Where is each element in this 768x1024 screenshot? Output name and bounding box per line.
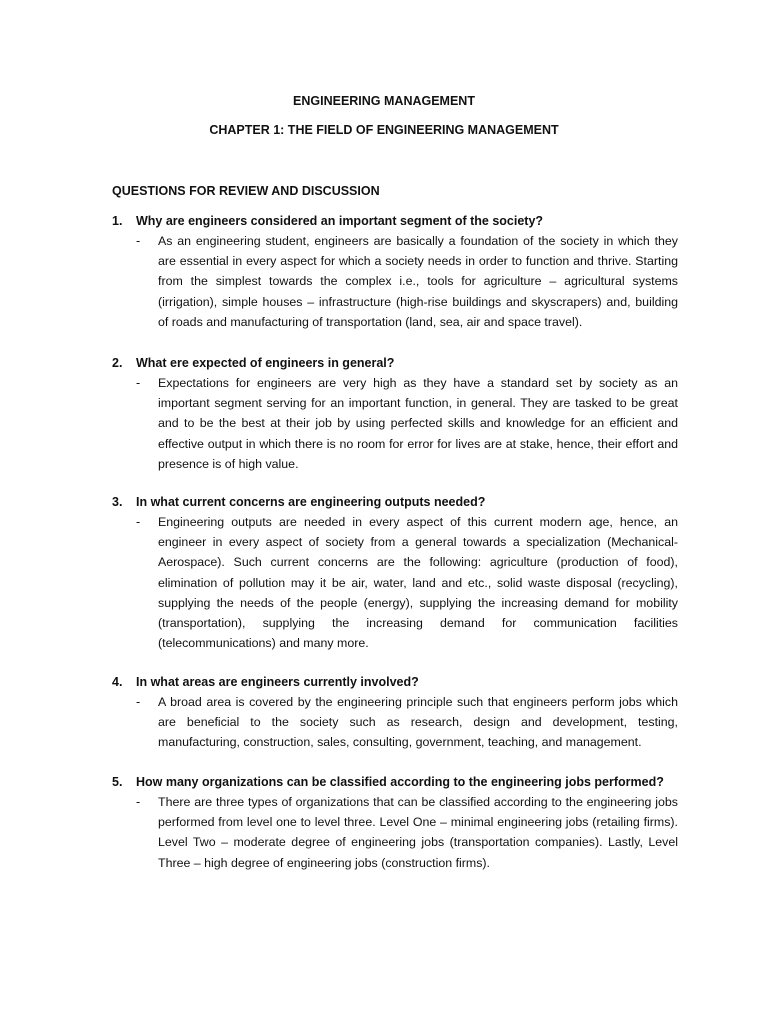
answer-block xyxy=(112,792,682,873)
document-title: ENGINEERING MANAGEMENT xyxy=(293,94,475,108)
question-line xyxy=(112,772,682,792)
answer-text: Engineering outputs are needed in every aspect of this current modern age, hence, an engineer in every aspect of society from a general towards a specialization (Mechanical-Aerospace). Such current concerns are the following: agriculture (production of food), elimination of pollution may it be air, water, land and etc., solid waste disposal (recycling), supplying the needs of the people (energy), supplying the increasing demand for mobility (transportation), supplying the increasing demand for communication facilities (telecommunications) and many more. xyxy=(158,515,678,651)
answer-text: There are three types of organizations that can be classified according to the engineering jobs performed from level one to level three. Level One – minimal engineering jobs (retailing firms). Level Two – moderate degree of engineering jobs (transportation companies). Lastly, Level Three – high degree of engineering jobs (construction firms). xyxy=(158,795,678,870)
answer-text: A broad area is covered by the engineering principle such that engineers perform jobs which are beneficial to the society such as research, design and development, testing, manufacturing, construction, sales, consulting, government, teaching, and management. xyxy=(158,695,678,750)
question-item-4 xyxy=(112,672,682,753)
chapter-title: CHAPTER 1: THE FIELD OF ENGINEERING MANAGEMENT xyxy=(209,123,559,137)
answer-dash: - xyxy=(136,234,141,248)
question-line xyxy=(112,492,682,512)
answer-block xyxy=(112,692,682,753)
question-text: What ere expected of engineers in general? xyxy=(136,356,395,370)
question-number: 5. xyxy=(112,775,123,789)
question-number: 1. xyxy=(112,214,123,228)
answer-text: As an engineering student, engineers are basically a foundation of the society in which they are essential in every aspect for which a society needs in order to function and thrive. Starting from the simplest towards the complex i.e., tools for agriculture – agricultural systems (irrigation), simple houses – infrastructure (high-rise buildings and skyscrapers) and, building of roads and manufacturing of transportation (land, sea, air and space travel). xyxy=(158,234,678,329)
question-number: 4. xyxy=(112,675,123,689)
question-item-5 xyxy=(112,772,682,873)
question-item-2 xyxy=(112,353,682,474)
answer-dash: - xyxy=(136,515,141,529)
question-number: 3. xyxy=(112,495,123,509)
question-number: 2. xyxy=(112,356,123,370)
answer-dash: - xyxy=(136,795,141,809)
question-text: In what areas are engineers currently involved? xyxy=(136,675,419,689)
answer-block xyxy=(112,373,682,474)
question-text: How many organizations can be classified according to the engineering jobs performed? xyxy=(136,775,664,789)
question-text: Why are engineers considered an important segment of the society? xyxy=(136,214,544,228)
question-item-3 xyxy=(112,492,682,653)
answer-text: Expectations for engineers are very high as they have a standard set by society as an important segment serving for an important function, in general. They are tasked to be great and to be the best at their job by using perfected skills and knowledge for an efficient and effective output in which there is no room for error for lives are at stake, hence, their effort and presence is of high value. xyxy=(158,376,678,471)
answer-dash: - xyxy=(136,695,141,709)
question-line xyxy=(112,353,682,373)
question-line xyxy=(112,211,682,231)
question-item-1 xyxy=(112,211,682,332)
answer-block xyxy=(112,512,682,653)
answer-block xyxy=(112,231,682,332)
section-heading: QUESTIONS FOR REVIEW AND DISCUSSION xyxy=(112,184,380,198)
question-text: In what current concerns are engineering outputs needed? xyxy=(136,495,486,509)
answer-dash: - xyxy=(136,376,141,390)
question-line xyxy=(112,672,682,692)
